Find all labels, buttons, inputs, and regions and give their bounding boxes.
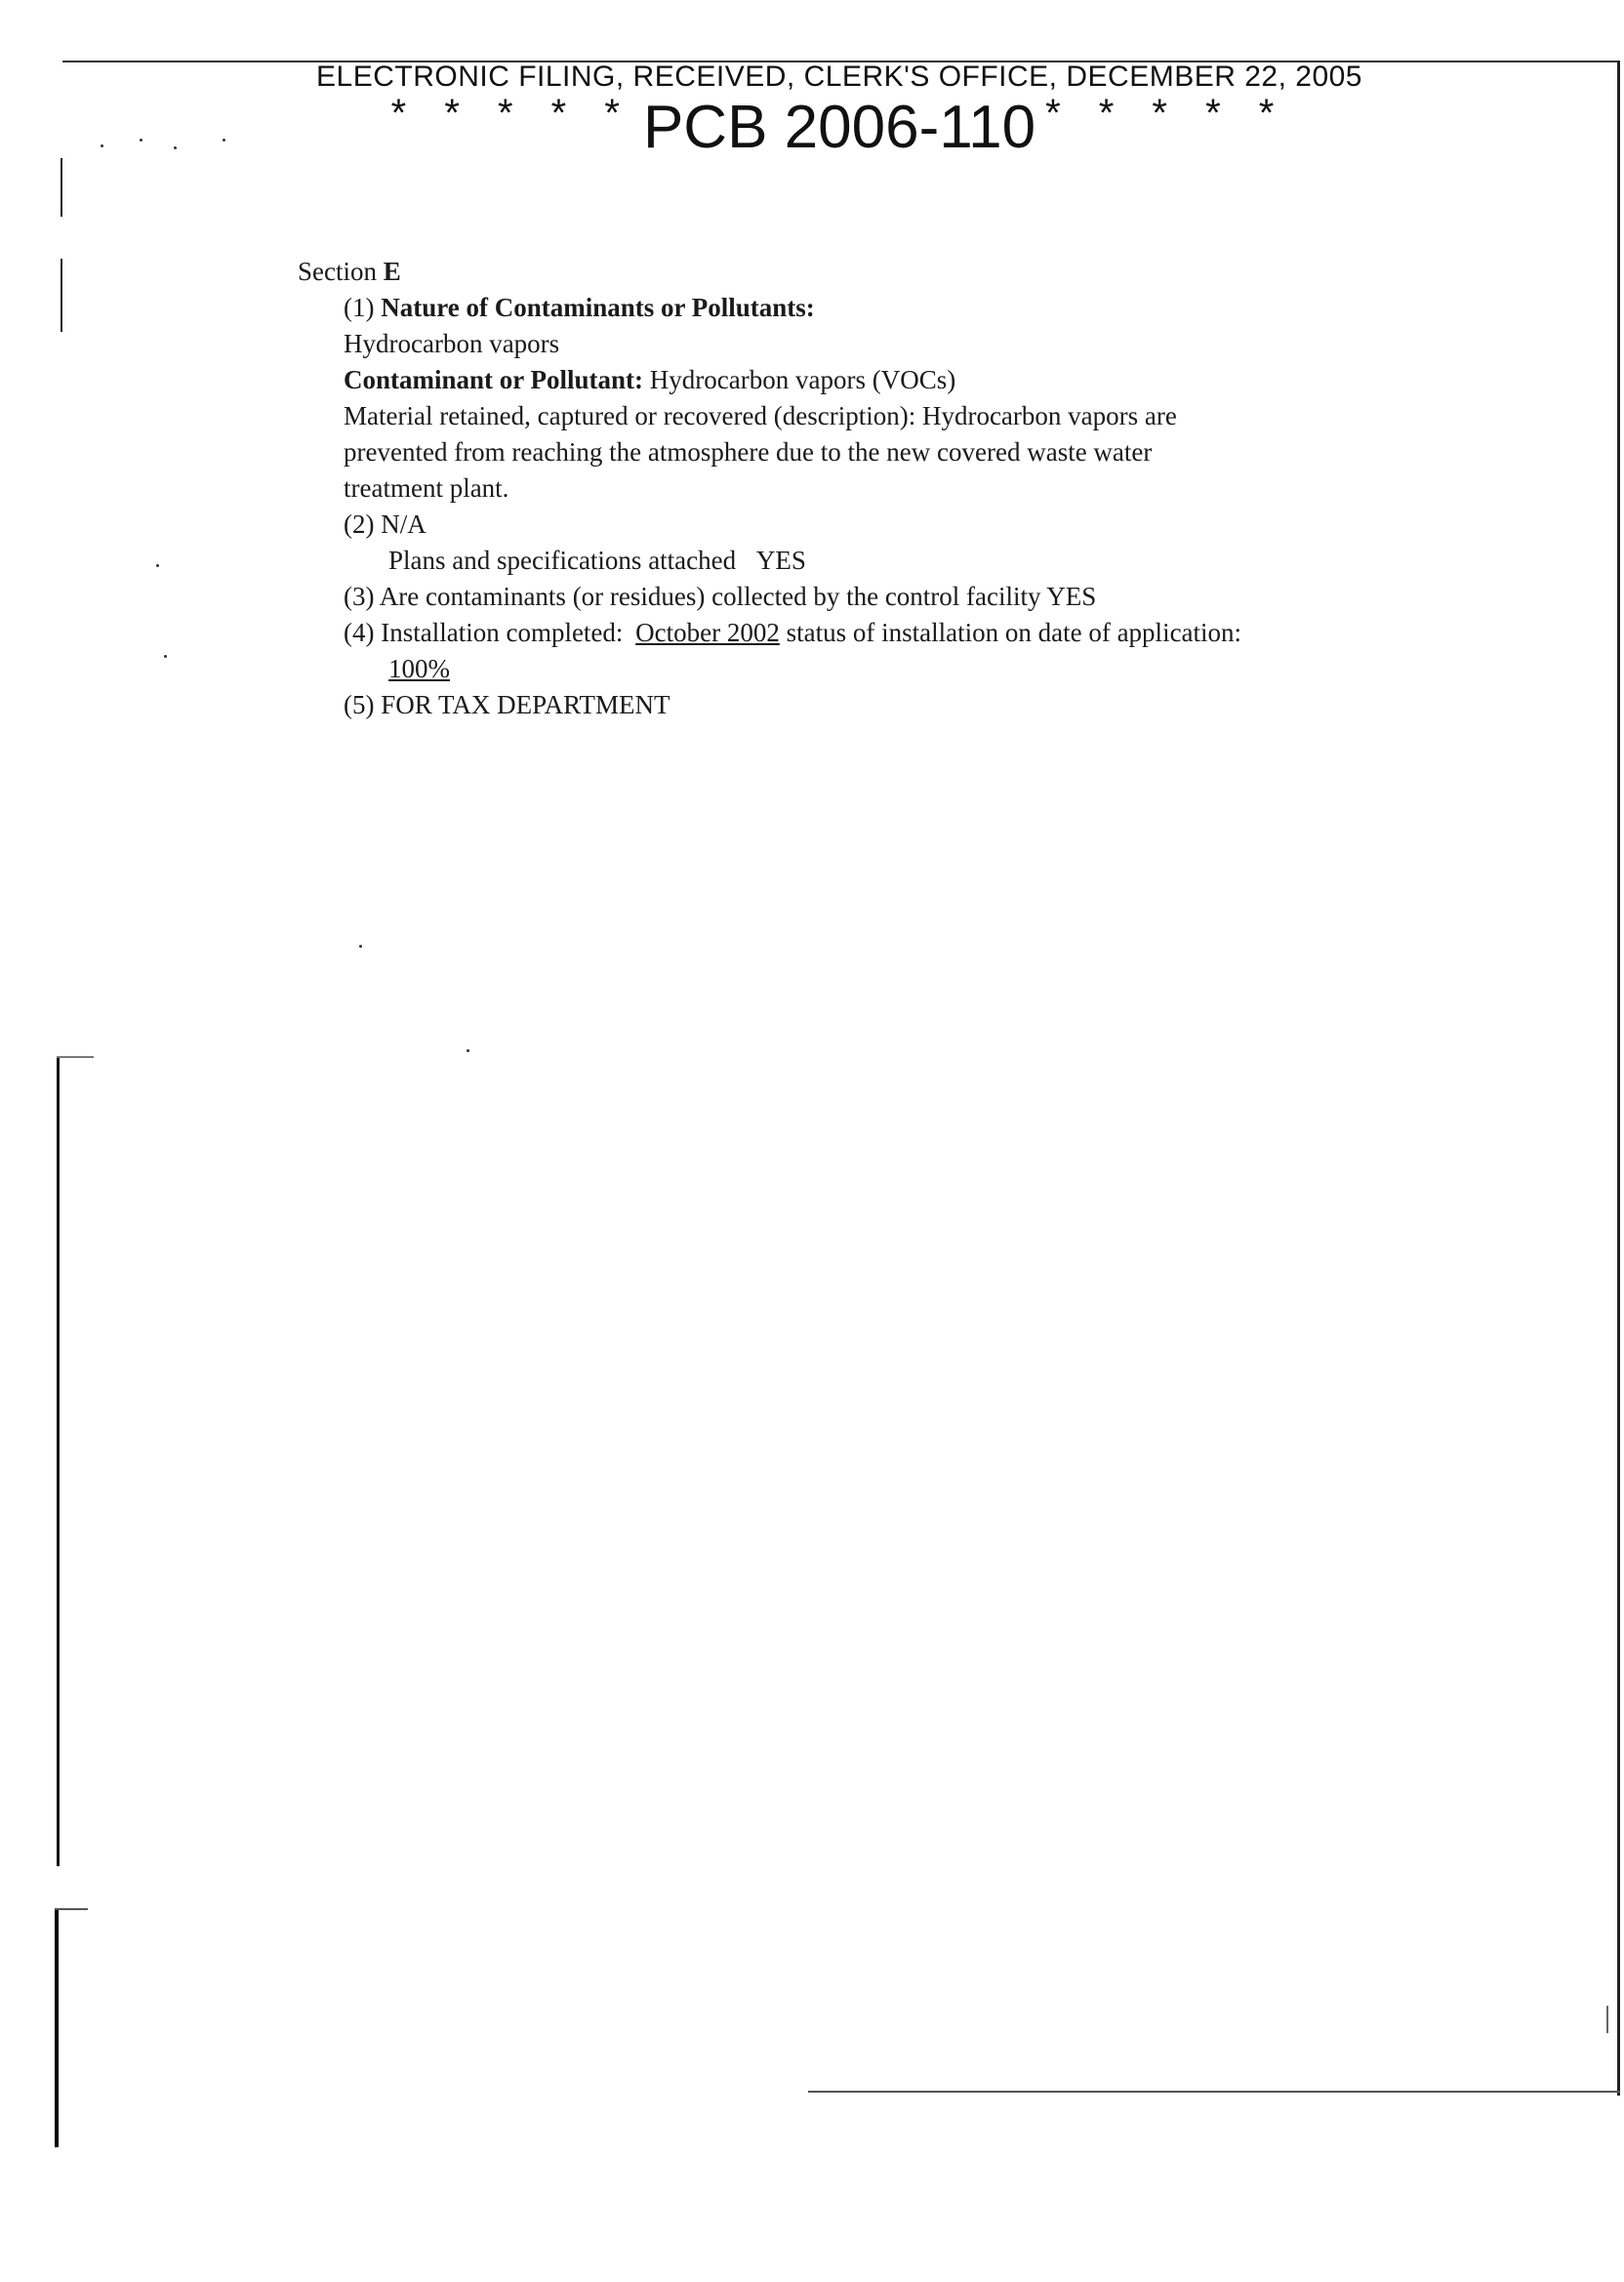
- section-heading: [298, 254, 1391, 290]
- section-letter: E: [383, 257, 401, 286]
- item-4: [298, 615, 1391, 651]
- plans-line: [298, 543, 1391, 579]
- installation-date: October 2002: [635, 618, 780, 647]
- left-scan-mark: [61, 158, 62, 217]
- material-line-2: prevented from reaching the atmosphere due to the new covered waste water: [344, 437, 1153, 467]
- scan-speck: [223, 139, 225, 142]
- stars-left: * * * * *: [390, 92, 633, 135]
- plans-label: Plans and specifications attached: [388, 546, 737, 575]
- item-5: [298, 687, 1391, 723]
- item-2: [298, 507, 1391, 543]
- bottom-border-line: [808, 2091, 1620, 2093]
- right-scan-mark: [1606, 2006, 1608, 2033]
- item-text: N/A: [381, 509, 426, 539]
- left-scan-mark: [57, 1056, 60, 1866]
- material-line-3: treatment plant.: [344, 473, 509, 503]
- case-number-stamp: [273, 92, 1405, 161]
- material-line-1: Material retained, captured or recovered (description): Hydrocarbon vapors are: [344, 401, 1177, 430]
- item-text: FOR TAX DEPARTMENT: [381, 690, 670, 719]
- contaminant-value: Hydrocarbon vapors (VOCs): [649, 365, 956, 394]
- section-label: Section: [298, 257, 377, 286]
- left-scan-mark: [57, 1056, 94, 1058]
- item-marker: (4): [344, 618, 375, 647]
- item-heading: Nature of Contaminants or Pollutants:: [381, 293, 815, 322]
- item-marker: (5): [344, 690, 375, 719]
- stars-right: * * * * *: [1045, 92, 1288, 135]
- left-scan-mark: [61, 259, 62, 332]
- status-value: 100%: [388, 654, 450, 683]
- case-number: PCB 2006-110: [642, 94, 1036, 161]
- item-marker: (3): [344, 582, 375, 611]
- scan-speck: [164, 655, 167, 658]
- item-text: Are contaminants (or residues) collected by the control facility YES: [379, 582, 1097, 611]
- status-label: status of installation on date of application:: [786, 618, 1242, 647]
- installation-label: Installation completed:: [381, 618, 624, 647]
- scan-speck: [156, 564, 159, 567]
- section-content: [298, 254, 1391, 723]
- scan-speck: [101, 144, 103, 147]
- contaminant-line: [298, 362, 1391, 398]
- item-4-status: [298, 651, 1391, 687]
- scan-speck: [359, 945, 362, 948]
- item-marker: (2): [344, 509, 375, 539]
- item-1-value: Hydrocarbon vapors: [344, 329, 560, 358]
- item-3: [298, 579, 1391, 615]
- plans-value: YES: [755, 546, 806, 575]
- scan-speck: [467, 1049, 469, 1052]
- left-scan-mark: [55, 1908, 88, 1910]
- item-1-heading: [298, 290, 1391, 326]
- scan-speck: [174, 146, 177, 149]
- filing-stamp: ELECTRONIC FILING, RECEIVED, CLERK'S OFFICE, DECEMBER 22, 2005: [316, 61, 1362, 93]
- scan-speck: [140, 139, 142, 142]
- contaminant-label: Contaminant or Pollutant:: [344, 365, 644, 394]
- item-marker: (1): [344, 293, 375, 322]
- left-scan-mark: [55, 1908, 59, 2147]
- right-border-line: [1617, 61, 1620, 2096]
